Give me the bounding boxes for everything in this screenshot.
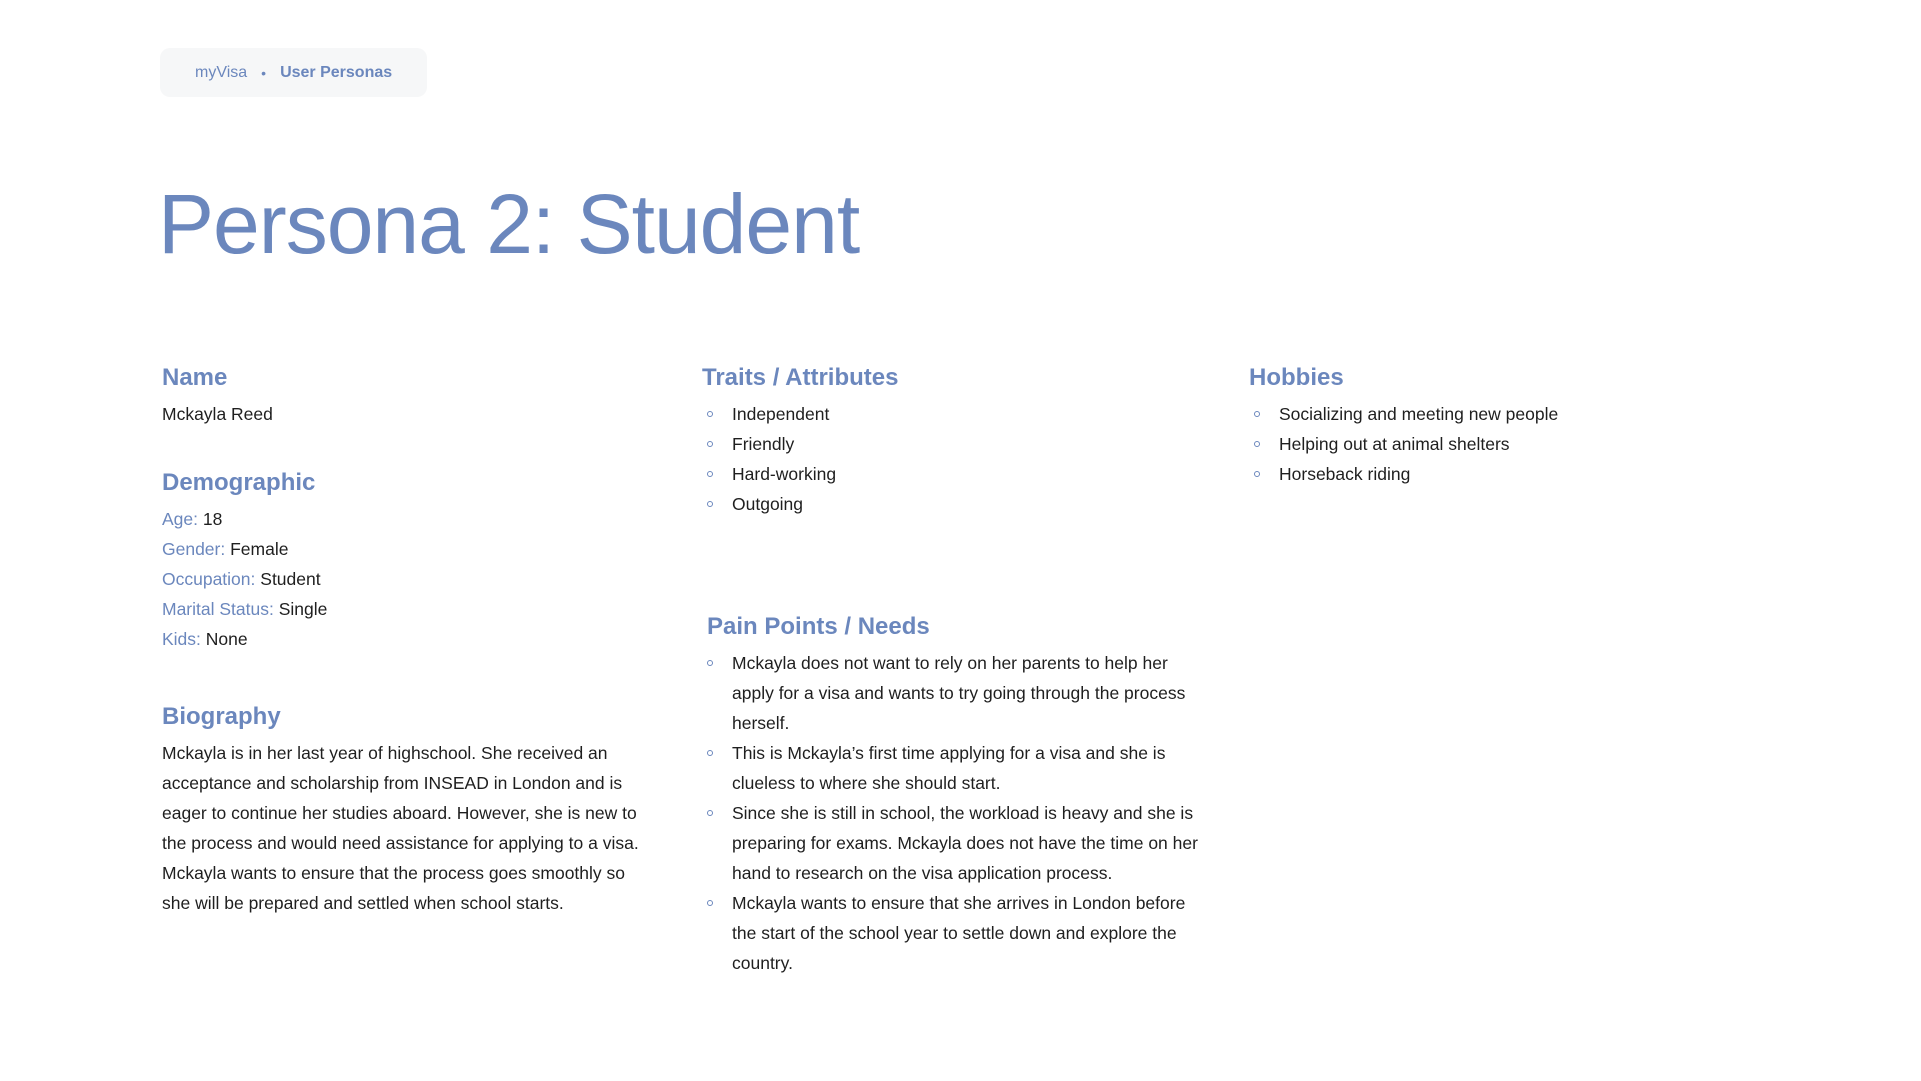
name-section <box>162 364 273 429</box>
list-item <box>702 429 898 459</box>
pain-points-list <box>707 648 1202 978</box>
bullet-icon <box>707 411 713 417</box>
breadcrumb-separator: • <box>261 64 267 81</box>
page-title: Persona 2: Student <box>158 177 860 271</box>
list-item <box>707 888 1202 978</box>
list-item-text: Independent <box>732 403 830 424</box>
bullet-icon <box>707 471 713 477</box>
bullet-icon <box>707 441 713 447</box>
demographic-section <box>162 469 327 654</box>
field-value: Student <box>260 568 321 589</box>
list-item <box>702 489 898 519</box>
demographic-kids <box>162 624 327 654</box>
hobbies-heading: Hobbies <box>1249 364 1344 391</box>
breadcrumb <box>160 48 427 97</box>
list-item-text: Socializing and meeting new people <box>1279 403 1559 424</box>
list-item <box>702 399 898 429</box>
demographic-heading: Demographic <box>162 469 316 496</box>
bullet-icon <box>707 810 713 816</box>
pain-points-section <box>707 613 1202 978</box>
list-item <box>702 459 898 489</box>
list-item <box>707 738 1202 798</box>
traits-section <box>702 364 898 519</box>
field-label: Age: <box>162 508 198 529</box>
demographic-marital-status <box>162 594 327 624</box>
breadcrumb-root-link[interactable]: myVisa <box>195 63 248 81</box>
bullet-icon <box>707 501 713 507</box>
name-heading: Name <box>162 364 228 391</box>
demographic-age <box>162 504 327 534</box>
demographic-occupation <box>162 564 327 594</box>
field-label: Gender: <box>162 538 226 559</box>
biography-heading: Biography <box>162 703 281 730</box>
list-item-text: Hard-working <box>732 463 837 484</box>
list-item-text: This is Mckayla’s first time applying for a visa and she is clueless to where she should start. <box>732 742 1166 793</box>
list-item <box>707 798 1202 888</box>
hobbies-section <box>1249 364 1558 489</box>
list-item <box>707 648 1202 738</box>
breadcrumb-current[interactable]: User Personas <box>280 63 393 81</box>
list-item-text: Outgoing <box>732 493 804 514</box>
name-value: Mckayla Reed <box>162 403 273 424</box>
list-item <box>1249 459 1558 489</box>
list-item-text: Since she is still in school, the workload is heavy and she is preparing for exams. Mckayla does not have the time on her hand to research on the visa application process. <box>732 802 1198 883</box>
traits-list <box>702 399 898 519</box>
demographic-gender <box>162 534 327 564</box>
list-item-text: Helping out at animal shelters <box>1279 433 1510 454</box>
hobbies-list <box>1249 399 1558 489</box>
field-label: Marital Status: <box>162 598 274 619</box>
bullet-icon <box>1254 411 1260 417</box>
field-value: 18 <box>202 508 223 529</box>
list-item-text: Mckayla does not want to rely on her parents to help her apply for a visa and wants to try going through the process herself. <box>732 652 1186 733</box>
field-label: Kids: <box>162 628 201 649</box>
biography-text: Mckayla is in her last year of highschool. She received an acceptance and scholarship from INSEAD in London and is eager to continue her studies aboard. However, she is new to the process and would need assistance for applying to a visa. Mckayla wants to ensure that the process goes smoothly so she will be prepared and settled when school starts. <box>162 742 639 913</box>
bullet-icon <box>1254 471 1260 477</box>
bullet-icon <box>707 900 713 906</box>
list-item-text: Mckayla wants to ensure that she arrives in London before the start of the school year to settle down and explore the country. <box>732 892 1186 973</box>
list-item-text: Friendly <box>732 433 795 454</box>
field-value: None <box>205 628 248 649</box>
list-item <box>1249 399 1558 429</box>
field-value: Single <box>278 598 328 619</box>
pain-points-heading: Pain Points / Needs <box>707 613 930 640</box>
bullet-icon <box>707 750 713 756</box>
field-value: Female <box>230 538 289 559</box>
list-item-text: Horseback riding <box>1279 463 1411 484</box>
field-label: Occupation: <box>162 568 256 589</box>
bullet-icon <box>707 660 713 666</box>
list-item <box>1249 429 1558 459</box>
bullet-icon <box>1254 441 1260 447</box>
biography-section <box>162 703 657 918</box>
traits-heading: Traits / Attributes <box>702 364 899 391</box>
